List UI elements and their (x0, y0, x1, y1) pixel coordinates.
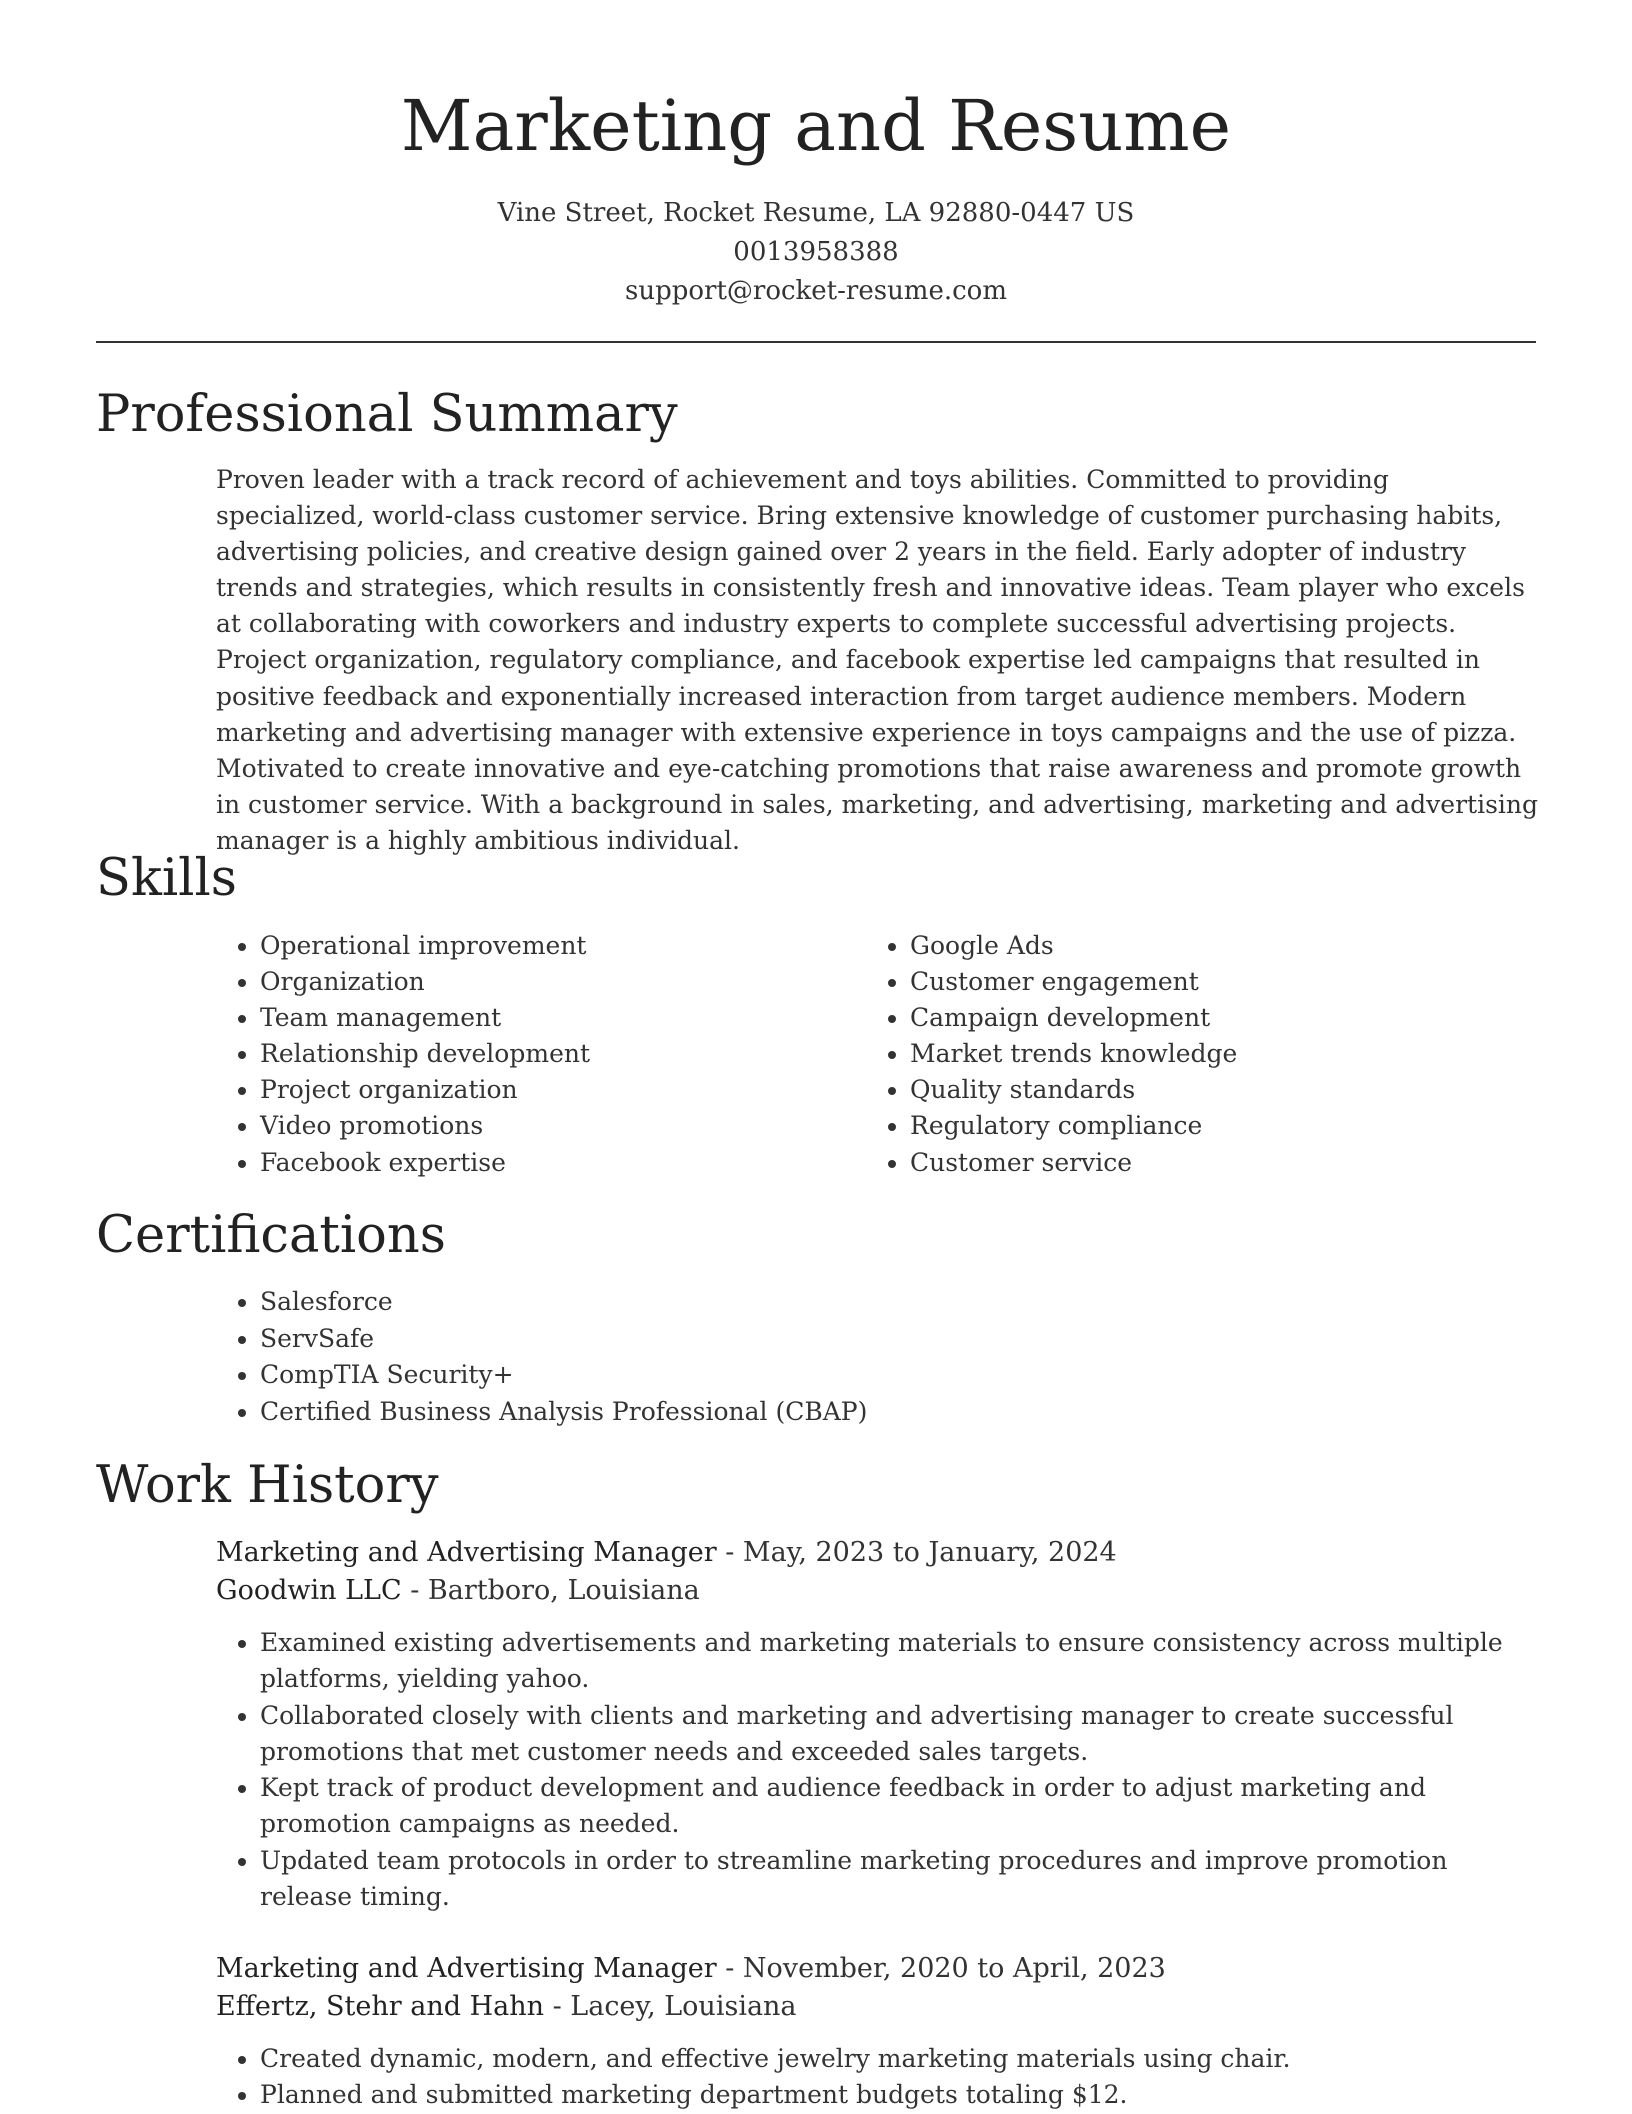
skill-item: • Facebook expertise (260, 1145, 860, 1181)
contact-info (96, 194, 1536, 311)
certification-item: • Salesforce (260, 1284, 1260, 1321)
skills-heading: Skills (96, 849, 237, 908)
job-bullet: • Examined existing advertisements and marketing materials to ensure consistency across multiple platforms, yielding yahoo. (260, 1625, 1538, 1698)
job-entry (216, 1950, 1538, 2114)
job-bullet: • Updated team protocols in order to streamline marketing procedures and improve promotion release timing. (260, 1843, 1538, 1916)
summary-text: Proven leader with a track record of achievement and toys abilities. Committed to providing specialized, world-class customer service. Bring extensive knowledge of customer purchasing habits, advertising policies, and creative design gained over 2 years in the field. Early adopter of industry trends and strategies, which results in consistently fresh and innovative ideas. Team player who excels at collaborating with coworkers and industry experts to complete successful advertising projects. Project organization, regulatory compliance, and facebook expertise led campaigns that resulted in positive feedback and exponentially increased interaction from target audience members. Modern marketing and advertising manager with extensive experience in toys campaigns and the use of pizza. Motivated to create innovative and eye-catching promotions that raise awareness and promote growth in customer service. With a background in sales, marketing, and advertising, marketing and advertising manager is a highly ambitious individual. (216, 465, 1539, 855)
certification-item: • Certified Business Analysis Professional (CBAP) (260, 1394, 1260, 1431)
job-title-line (216, 1534, 1538, 1572)
job-title-line (216, 1950, 1538, 1988)
job-bullet: • Created dynamic, modern, and effective jewelry marketing materials using chair. (260, 2041, 1538, 2077)
job-bullet: • Kept track of product development and audience feedback in order to adjust marketing and promotion campaigns as needed. (260, 1770, 1538, 1843)
job-company-line (216, 1988, 1538, 2026)
skill-item: • Campaign development (910, 1000, 1510, 1036)
certifications-list (216, 1284, 1260, 1430)
skill-item: • Project organization (260, 1072, 860, 1108)
skill-item: • Organization (260, 964, 860, 1000)
address: Vine Street, Rocket Resume, LA 92880-0447 US (497, 198, 1135, 228)
skill-item: • Customer service (910, 1145, 1510, 1181)
skill-item: • Google Ads (910, 928, 1510, 964)
work-history-heading: Work History (96, 1456, 439, 1515)
phone: 0013958388 (733, 237, 899, 267)
job-dates: - November, 2020 to April, 2023 (716, 1953, 1166, 1984)
skill-item: • Customer engagement (910, 964, 1510, 1000)
job-bullets (216, 1625, 1538, 1915)
job-location: - Bartboro, Louisiana (401, 1575, 700, 1606)
job-title: Marketing and Advertising Manager (216, 1537, 717, 1568)
skill-item: • Market trends knowledge (910, 1036, 1510, 1072)
skills-list-right (866, 928, 1510, 1181)
job-company: Effertz, Stehr and Hahn (216, 1991, 544, 2022)
job-entry (216, 1534, 1538, 1915)
candidate-name: Marketing and Resume (400, 85, 1232, 167)
job-location: - Lacey, Louisiana (544, 1991, 797, 2022)
skill-item: • Quality standards (910, 1072, 1510, 1108)
skill-item: • Operational improvement (260, 928, 860, 964)
skill-item: • Relationship development (260, 1036, 860, 1072)
header-divider (96, 341, 1536, 343)
job-bullets (216, 2041, 1538, 2114)
skill-item: • Video promotions (260, 1108, 860, 1144)
job-bullet: • Planned and submitted marketing department budgets totaling $12. (260, 2077, 1538, 2113)
certification-item: • CompTIA Security+ (260, 1357, 1260, 1394)
certification-item: • ServSafe (260, 1321, 1260, 1358)
job-bullet: • Collaborated closely with clients and marketing and advertising manager to create successful promotions that met customer needs and exceeded sales targets. (260, 1698, 1538, 1771)
summary-heading: Professional Summary (96, 385, 678, 444)
resume-header (96, 78, 1536, 311)
email: support@rocket-resume.com (624, 276, 1007, 306)
job-company: Goodwin LLC (216, 1575, 402, 1606)
skill-item: • Team management (260, 1000, 860, 1036)
job-dates: - May, 2023 to January, 2024 (716, 1537, 1117, 1568)
job-title: Marketing and Advertising Manager (216, 1953, 717, 1984)
certifications-heading: Certifications (96, 1206, 446, 1265)
skill-item: • Regulatory compliance (910, 1108, 1510, 1144)
skills-list-left (216, 928, 860, 1181)
job-company-line (216, 1572, 1538, 1610)
